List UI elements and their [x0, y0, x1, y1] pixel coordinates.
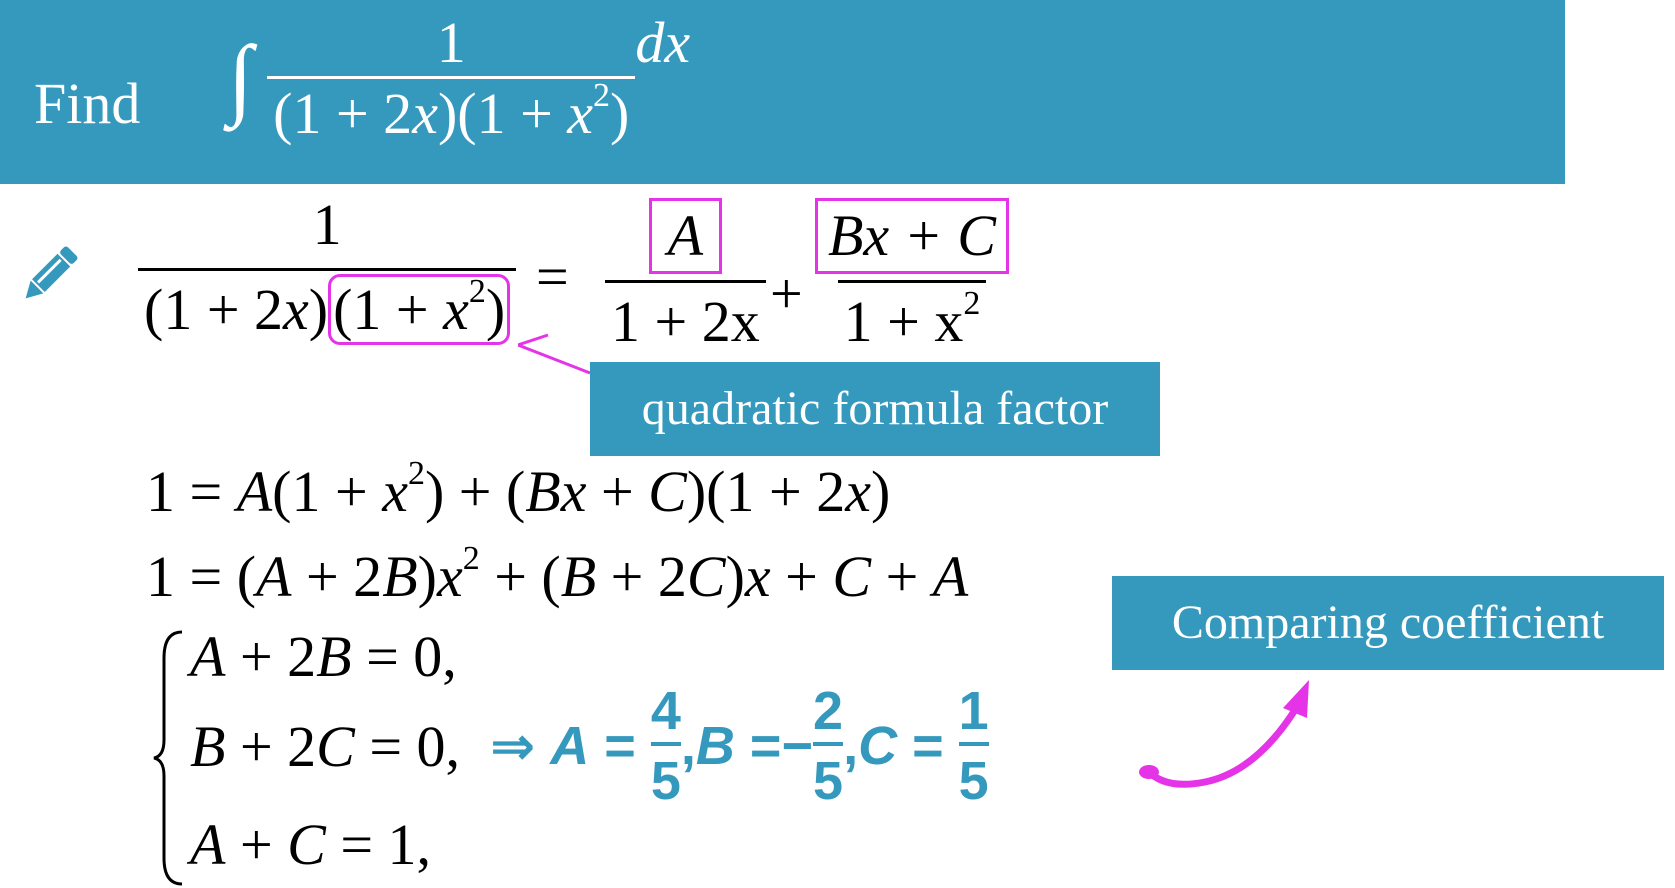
system-eq-3	[190, 812, 432, 877]
solution-b-fraction	[813, 680, 843, 812]
lhs-numerator: 1	[312, 192, 342, 257]
sys-part: +	[225, 812, 288, 877]
expr-part: (1 +	[272, 459, 383, 524]
solution-c-num: 1	[958, 681, 989, 741]
header-den-part: )(1 +	[437, 81, 568, 146]
expr-part: 1 =	[146, 459, 237, 524]
lhs-den-var: x	[283, 277, 309, 342]
quadratic-factor-highlight	[328, 274, 510, 345]
solution-b-label: B	[695, 716, 735, 776]
rhs1-denominator: 1 + 2x	[605, 280, 766, 351]
expr-var: B	[560, 544, 597, 609]
expr-part: ) + (	[424, 459, 526, 524]
sys-var: A	[190, 812, 226, 877]
header-integral	[228, 9, 691, 146]
header-den-var: x	[412, 81, 438, 146]
expr-part: +	[586, 459, 649, 524]
expr-var: C	[832, 544, 872, 609]
header-numerator: 1	[436, 10, 466, 75]
expr-var: C	[686, 544, 726, 609]
header-den-part: )	[610, 81, 630, 146]
step1-lhs	[138, 192, 516, 342]
find-label: Find	[34, 71, 141, 136]
solution-b-num: 2	[813, 681, 844, 741]
quadratic-callout: quadratic formula factor	[590, 362, 1160, 456]
sys-var: C	[287, 812, 326, 877]
expr-part: + (	[479, 544, 561, 609]
lhs-den-part: )	[308, 277, 329, 342]
expr-var: x	[845, 459, 871, 524]
expr-var: x	[744, 544, 771, 609]
solution-a-label: A	[550, 716, 590, 776]
rhs2-den-base: 1 + x	[843, 289, 964, 354]
rhs2-fraction	[815, 198, 1009, 354]
expr-part: 1 = (	[146, 544, 257, 609]
sys-var: A	[190, 624, 226, 689]
expr-part: )	[417, 544, 437, 609]
step1-plus: +	[770, 261, 803, 326]
rhs2-numerator: Bx + C	[815, 198, 1009, 274]
expansion-line-2	[146, 540, 969, 609]
expr-part: )	[870, 459, 891, 524]
expr-var: A	[256, 544, 292, 609]
expr-var: A	[932, 544, 969, 609]
solution-comma: ,	[680, 716, 696, 776]
sys-part: = 1,	[325, 812, 432, 877]
lhs-den-part: (1 + 2	[144, 277, 284, 342]
expr-part: + 2	[291, 544, 383, 609]
expr-part: )(1 + 2	[686, 459, 846, 524]
header-dx: dx	[635, 9, 691, 75]
system-eq-2	[190, 714, 461, 779]
integral-symbol: ∫	[228, 28, 253, 128]
solution	[490, 680, 989, 812]
expr-var: B	[382, 544, 418, 609]
compare-callout: Comparing coefficient	[1112, 576, 1664, 670]
sys-var: B	[190, 714, 226, 779]
rhs2-frac	[815, 198, 1009, 354]
expr-var: x	[382, 459, 408, 524]
header-fraction	[267, 10, 635, 146]
expr-exp: 2	[462, 540, 480, 577]
header-den-part: (1 + 2	[273, 81, 413, 146]
sys-var: B	[316, 624, 352, 689]
header-denominator	[267, 76, 635, 146]
sys-var: C	[316, 714, 355, 779]
expr-var: A	[236, 459, 273, 524]
lhs-den-var: x	[443, 277, 469, 342]
solution-c-den: 5	[959, 742, 989, 812]
sys-part: = 0,	[354, 714, 461, 779]
solution-equals: =	[749, 716, 782, 776]
system-eq-1	[190, 624, 457, 689]
lhs-denominator	[138, 268, 516, 342]
rhs2-denominator	[838, 280, 987, 354]
expr-part: )	[725, 544, 745, 609]
rhs2-den-exp: 2	[963, 285, 981, 322]
lhs-den-part: (1 +	[333, 277, 444, 342]
solution-a-den: 5	[651, 742, 681, 812]
implies-symbol: ⇒	[490, 716, 536, 777]
solution-a-num: 4	[650, 681, 681, 741]
solution-c-label: C	[858, 716, 898, 776]
sys-part: + 2	[225, 624, 317, 689]
lhs-fraction	[138, 192, 516, 342]
expr-part: +	[871, 544, 933, 609]
solution-b-den: 5	[813, 742, 843, 812]
header-den-var: x	[567, 81, 594, 146]
expr-var: C	[648, 459, 687, 524]
system-brace	[152, 628, 192, 888]
rhs1-numerator: A	[649, 198, 722, 274]
solution-equals: =	[912, 716, 944, 776]
solution-a-fraction	[651, 680, 681, 812]
solution-equals: =	[604, 716, 636, 776]
header-den-exp: 2	[593, 77, 611, 114]
expansion-line-1	[146, 455, 891, 524]
pencil-icon	[14, 240, 84, 315]
sys-part: + 2	[225, 714, 317, 779]
lhs-den-exp: 2	[468, 273, 486, 310]
curved-arrow-icon	[1135, 670, 1335, 800]
expr-part: + 2	[596, 544, 687, 609]
expr-var: Bx	[525, 459, 587, 524]
expr-exp: 2	[407, 455, 425, 492]
solution-minus: −	[781, 716, 814, 776]
expr-var: x	[436, 544, 463, 609]
expr-part: +	[770, 544, 833, 609]
sys-part: = 0,	[351, 624, 457, 689]
step1-equals: =	[536, 244, 569, 309]
lhs-den-part: )	[485, 277, 506, 342]
solution-comma: ,	[843, 716, 859, 776]
solution-c-fraction	[959, 680, 989, 812]
